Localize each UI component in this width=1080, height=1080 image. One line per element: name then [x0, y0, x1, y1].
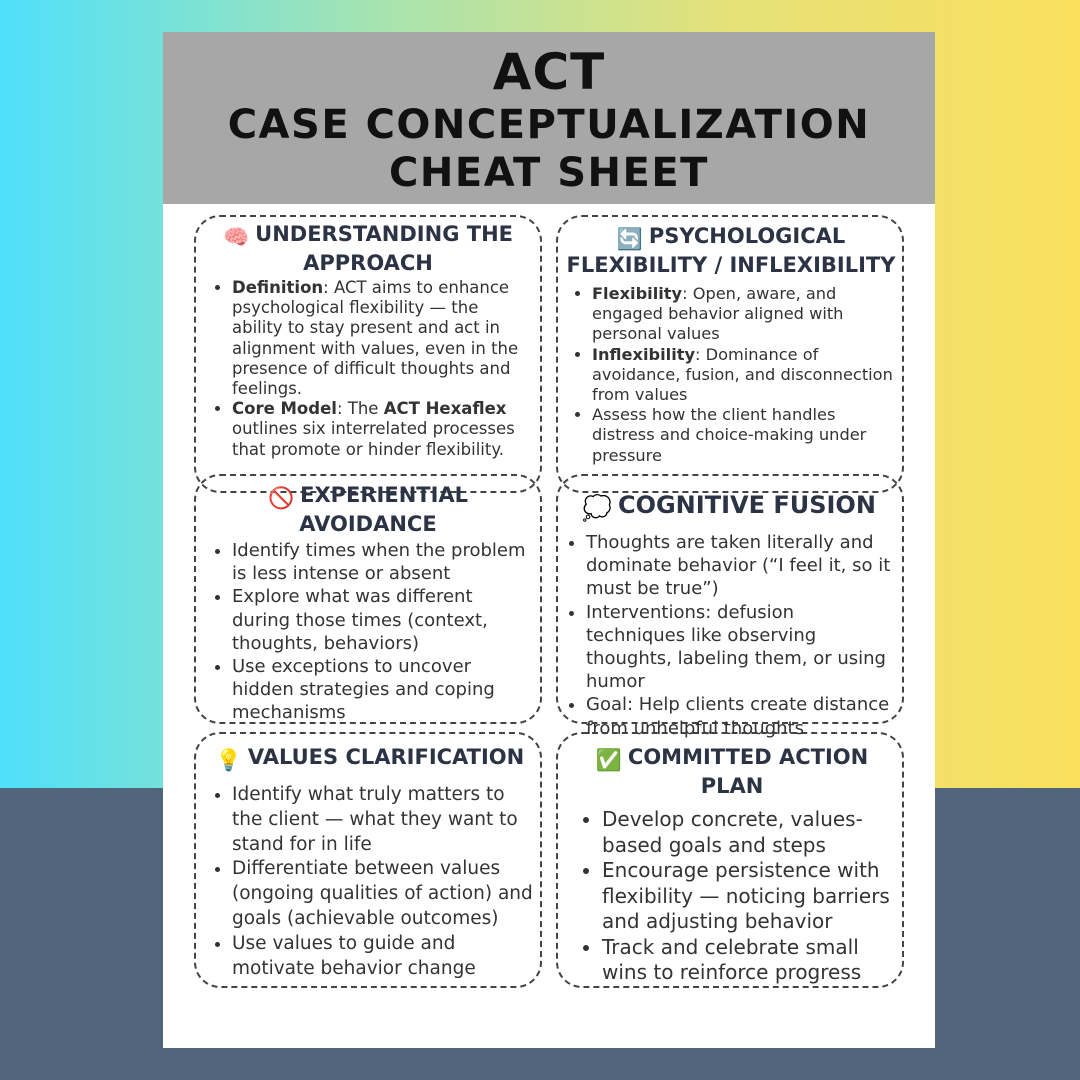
list-item: • Thoughts are taken literally and dominate behavior (“I feel it, so it must be true”) — [586, 531, 898, 601]
page-subtitle-line1: CASE CONCEPTUALIZATION — [227, 102, 871, 148]
page-subtitle-line2: CHEAT SHEET — [389, 150, 709, 196]
prohibited-icon: 🚫 — [267, 486, 295, 510]
list-item: • Identify times when the problem is less intense or absent — [232, 539, 534, 585]
card-title: ✅ COMMITTED ACTION PLAN — [595, 745, 869, 798]
header-banner — [163, 32, 935, 204]
card-cognitive-fusion — [556, 474, 904, 739]
card-title: 🚫 EXPERIENTIAL AVOIDANCE — [267, 483, 469, 536]
bullet-list — [202, 783, 538, 981]
card-committed-action-plan — [556, 732, 904, 988]
card-title: 🧠 UNDERSTANDING THE APPROACH — [223, 222, 513, 275]
page-title: ACT — [492, 43, 606, 101]
bullet-list — [564, 807, 900, 986]
bullet-list — [202, 278, 534, 460]
card-experiential-avoidance — [194, 474, 542, 724]
list-item: • Identify what truly matters to the client — what they want to stand for in life — [232, 783, 538, 857]
card-values-clarification — [194, 732, 542, 988]
card-understanding-approach — [194, 215, 542, 493]
list-item: • Core Model: The ACT Hexaflex outlines six interrelated processes that promote or hinder flexibility. — [232, 399, 534, 460]
list-item: • Definition: ACT aims to enhance psychological flexibility — the ability to stay present and act in alignment with values, even in the presence of difficult thoughts and feelings. — [232, 278, 534, 399]
list-item: • Use exceptions to uncover hidden strategies and coping mechanisms — [232, 655, 534, 725]
list-item: • Flexibility: Open, aware, and engaged behavior aligned with personal values — [592, 284, 898, 345]
card-title: 🔄 PSYCHOLOGICAL FLEXIBILITY / INFLEXIBILITY — [566, 224, 896, 277]
card-title: 💭 COGNITIVE FUSION — [582, 491, 876, 522]
list-item: • Inflexibility: Dominance of avoidance, fusion, and disconnection from values — [592, 345, 898, 406]
list-item: • Assess how the client handles distress and choice-making under pressure — [592, 405, 898, 466]
check-mark-icon: ✅ — [595, 748, 622, 772]
list-item: • Encourage persistence with flexibility — noticing barriers and adjusting behavior — [602, 858, 900, 935]
bullet-list — [202, 539, 534, 725]
list-item: • Track and celebrate small wins to reinforce progress — [602, 935, 900, 986]
card-psychological-flexibility — [556, 215, 904, 493]
refresh-icon: 🔄 — [616, 227, 643, 251]
list-item: • Differentiate between values (ongoing qualities of action) and goals (achievable outcomes) — [232, 857, 538, 931]
bullet-list — [564, 284, 898, 466]
card-title: 💡 VALUES CLARIFICATION — [215, 745, 525, 772]
cheat-sheet — [163, 32, 935, 1048]
list-item: • Interventions: defusion techniques like observing thoughts, labeling them, or using humor — [586, 601, 898, 694]
brain-icon: 🧠 — [223, 225, 250, 249]
list-item: • Develop concrete, values-based goals and steps — [602, 807, 900, 858]
lightbulb-icon: 💡 — [215, 748, 242, 772]
list-item: • Goal: Help clients create distance from unhelpful thoughts — [586, 693, 898, 739]
bullet-list — [560, 531, 898, 740]
list-item: • Explore what was different during those times (context, thoughts, behaviors) — [232, 585, 534, 655]
thought-bubble-icon: 💭 — [582, 494, 612, 522]
list-item: • Use values to guide and motivate behavior change — [232, 932, 538, 982]
